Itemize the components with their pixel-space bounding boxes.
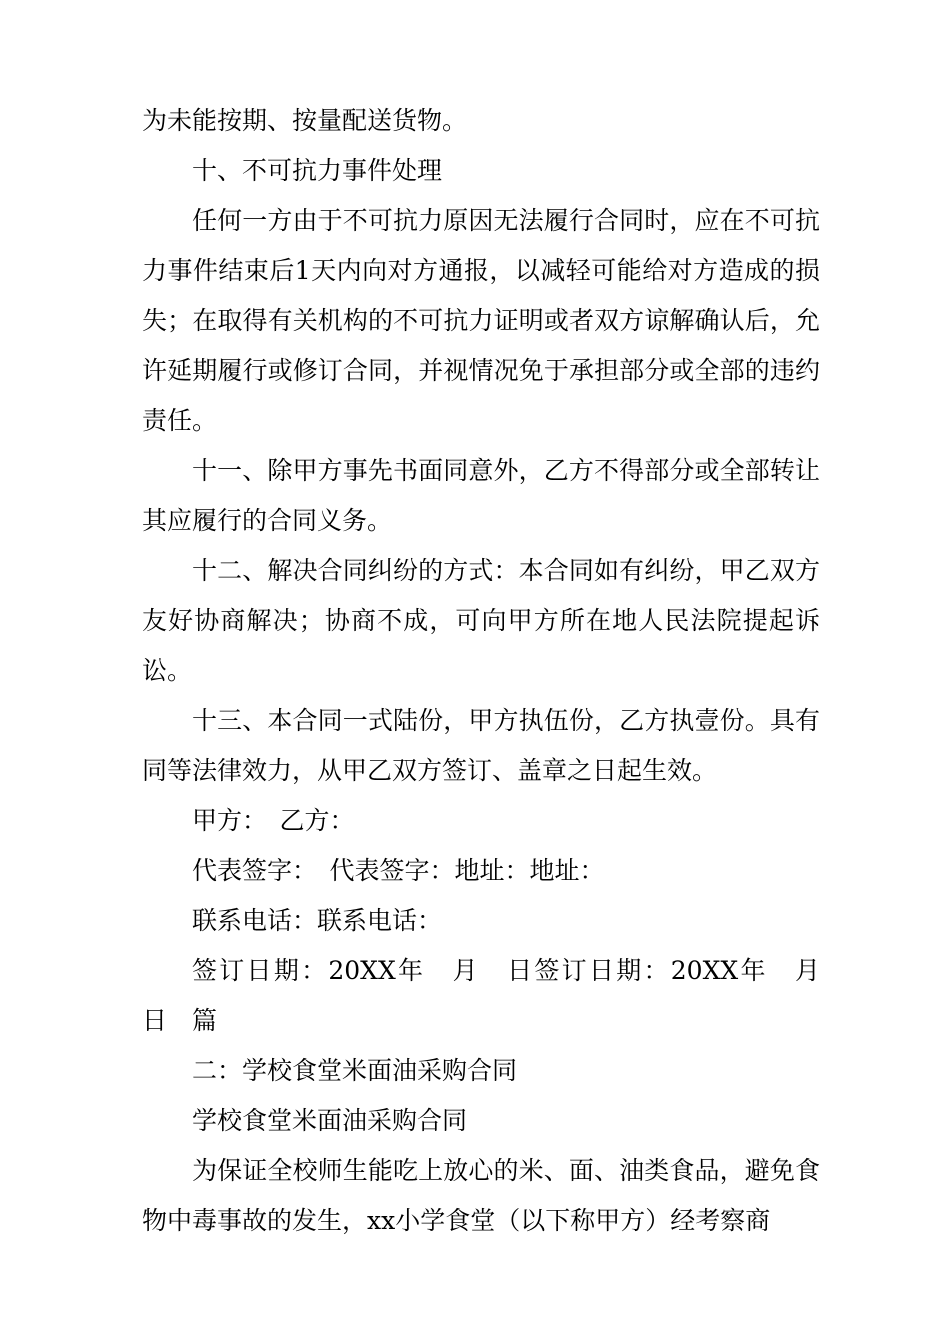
heading-force-majeure: 十、不可抗力事件处理 <box>192 156 443 185</box>
paragraph-clause-eleven: 十一、除甲方事先书面同意外，乙方不得部分或全部转让其应履行的合同义务。 <box>142 456 820 535</box>
contract-title: 学校食堂米面油采购合同 <box>192 1106 468 1135</box>
document-body <box>142 96 846 1246</box>
signature-representatives-address: 代表签字： 代表签字：地址：地址： <box>192 856 605 885</box>
signature-parties: 甲方： 乙方： <box>192 806 355 835</box>
paragraph-clause-twelve: 十二、解决合同纠纷的方式：本合同如有纠纷，甲乙双方友好协商解决；协商不成，可向甲方所在地人民法院提起诉讼。 <box>142 556 820 685</box>
signature-date: 签订日期：20XX年 月 日签订日期：20XX年 月 日 篇 <box>142 956 846 1035</box>
paragraph-delivery-failure: 为未能按期、按量配送货物。 <box>142 106 468 135</box>
paragraph-contract-intro: 为保证全校师生能吃上放心的米、面、油类食品，避免食物中毒事故的发生，xx小学食堂（以下称甲方）经考察商 <box>142 1156 820 1235</box>
paragraph-force-majeure: 任何一方由于不可抗力原因无法履行合同时，应在不可抗力事件结束后1天内向对方通报，以减轻可能给对方造成的损失；在取得有关机构的不可抗力证明或者双方谅解确认后，允许延期履行或修订合同，并视情况免于承担部分或全部的违约责任。 <box>142 206 820 435</box>
paragraph-clause-thirteen: 十三、本合同一式陆份，甲方执伍份，乙方执壹份。具有同等法律效力，从甲乙双方签订、盖章之日起生效。 <box>142 706 820 785</box>
section-two-heading: 二：学校食堂米面油采购合同 <box>192 1056 518 1085</box>
signature-phone: 联系电话：联系电话： <box>192 906 443 935</box>
